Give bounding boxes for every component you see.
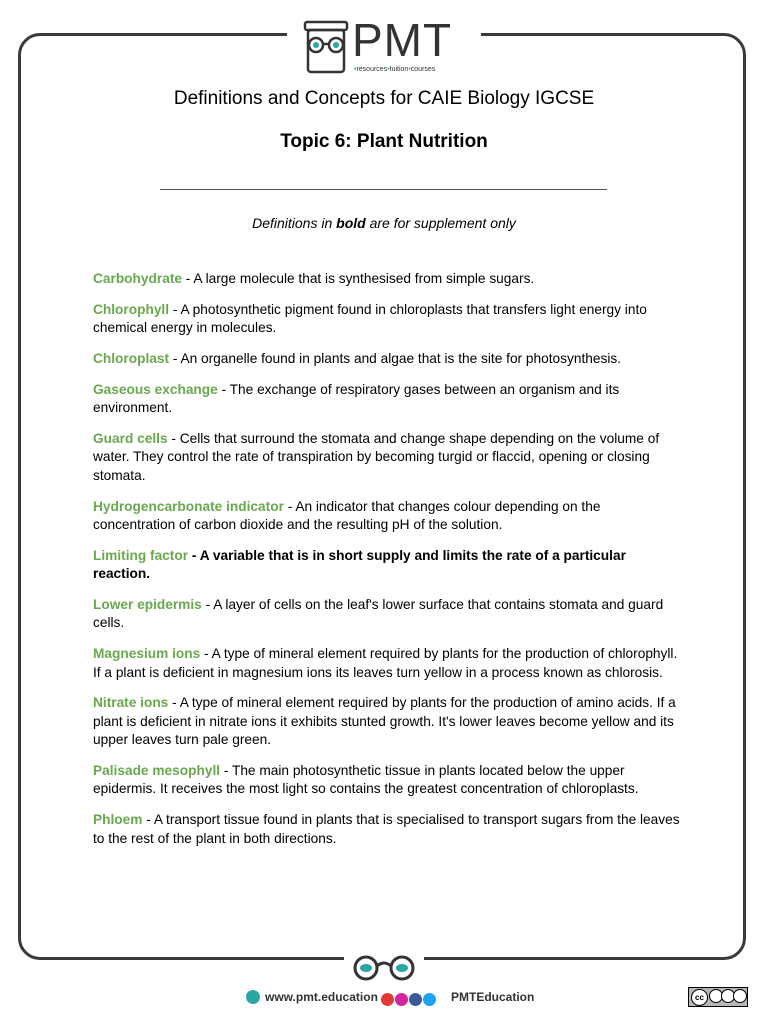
supplement-note: Definitions in bold are for supplement only <box>252 215 516 231</box>
definition-term: Palisade mesophyll <box>93 763 221 779</box>
definition-item <box>93 547 683 584</box>
divider <box>160 189 607 190</box>
website-link[interactable]: www.pmt.education <box>246 990 378 1004</box>
social-icons <box>381 991 437 1009</box>
definition-term: Limiting factor <box>93 547 189 563</box>
definition-text: - A layer of cells on the leaf's lower surface that contains stomata and guard cells. <box>93 597 664 631</box>
definition-item <box>93 645 683 682</box>
instagram-icon[interactable] <box>395 993 408 1006</box>
definition-text: - A variable that is in short supply and limits the rate of a particular reaction. <box>93 547 626 582</box>
definition-text: - A type of mineral element required by plants for the production of chlorophyll. If a plant is deficient in magnesium ions its leaves turn yellow in a process known as chlorosis. <box>93 646 678 680</box>
definition-item <box>93 498 683 535</box>
social-handle[interactable]: PMTEducation <box>451 990 535 1004</box>
cc-icon: cc <box>691 989 708 1006</box>
topic-heading: Topic 6: Plant Nutrition <box>280 131 488 152</box>
nd-icon <box>733 989 747 1003</box>
definitions-list <box>93 270 683 860</box>
definition-text: - A large molecule that is synthesised from simple sugars. <box>182 271 535 286</box>
definition-item <box>93 811 683 848</box>
definition-term: Hydrogencarbonate indicator <box>93 498 284 514</box>
definition-item <box>93 430 683 485</box>
definition-term: Chloroplast <box>93 351 170 366</box>
definition-text: - Cells that surround the stomata and change shape depending on the volume of water. They control the rate of transpiration by becoming turgid or flaccid, opening or closing stomata. <box>93 431 660 483</box>
definition-item <box>93 301 683 338</box>
definition-item <box>93 694 683 749</box>
definition-term: Guard cells <box>93 431 168 446</box>
definition-item <box>93 381 683 418</box>
license-badge[interactable] <box>688 987 748 1007</box>
definition-term: Lower epidermis <box>93 597 202 613</box>
definition-text: - A photosynthetic pigment found in chloroplasts that transfers light energy into chemical energy in molecules. <box>93 301 647 336</box>
definition-item <box>93 762 683 799</box>
definition-text: - The main photosynthetic tissue in plants located below the upper epidermis. It receives the most light so contains the greatest concentration of chloroplasts. <box>93 763 639 797</box>
definition-term: Chlorophyll <box>93 301 170 317</box>
definition-item <box>93 596 683 633</box>
definition-text: - An organelle found in plants and algae that is the site for photosynthesis. <box>169 351 622 366</box>
youtube-icon[interactable] <box>381 993 394 1006</box>
definition-term: Phloem <box>93 812 143 828</box>
definition-text: - A transport tissue found in plants that is specialised to transport sugars from the leaves to the rest of the plant in both directions. <box>93 812 680 846</box>
definition-term: Gaseous exchange <box>93 381 218 397</box>
definition-item <box>93 270 683 288</box>
definition-text: - The exchange of respiratory gases between an organism and its environment. <box>93 381 620 416</box>
definition-term: Nitrate ions <box>93 695 169 711</box>
definition-text: - A type of mineral element required by plants for the production of amino acids. If a plant is deficient in nitrate ions it exhibits stunted growth. It's lower leaves become yellow and its upper leaves turn pale green. <box>93 695 676 748</box>
logo-tagline: •resources•tuition•courses <box>354 66 436 73</box>
definition-term: Magnesium ions <box>93 646 201 662</box>
twitter-icon[interactable] <box>423 993 436 1006</box>
document-title: Definitions and Concepts for CAIE Biology IGCSE <box>173 88 595 109</box>
definition-text: - An indicator that changes colour depending on the concentration of carbon dioxide and the resulting pH of the solution. <box>93 498 601 533</box>
definition-term: Carbohydrate <box>93 271 182 286</box>
logo-text: PMT <box>352 14 453 66</box>
definition-item <box>93 350 683 368</box>
facebook-icon[interactable] <box>409 993 422 1006</box>
cursor-icon <box>246 990 260 1004</box>
footer <box>0 988 768 1010</box>
glasses-icon <box>348 954 420 982</box>
